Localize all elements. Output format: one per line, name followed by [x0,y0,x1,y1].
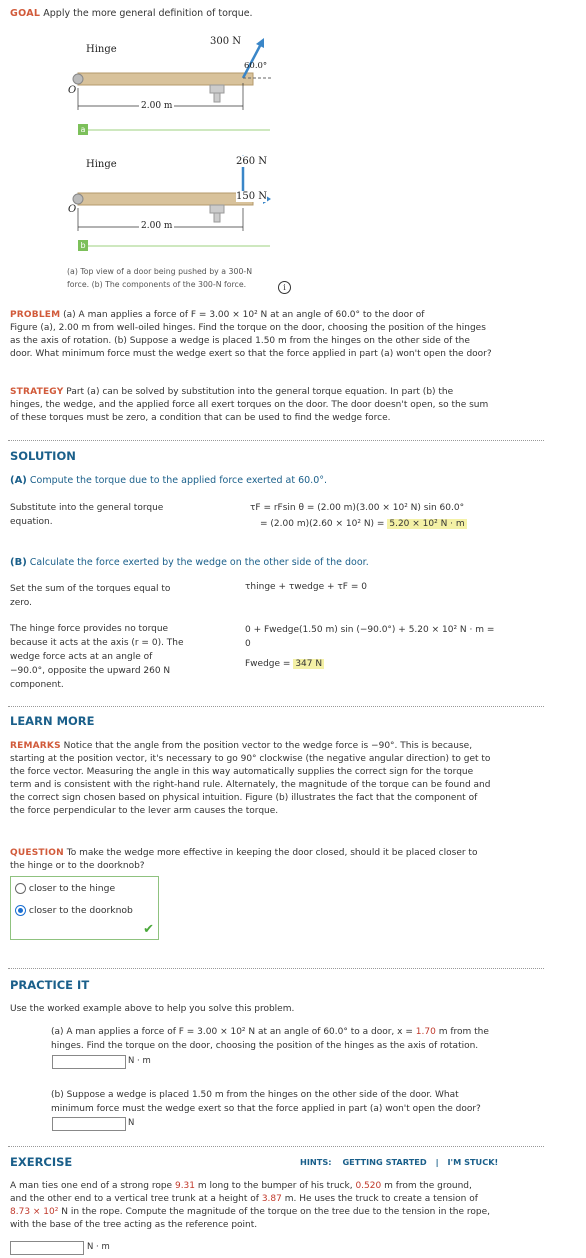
part-heading: Compute the torque due to the applied force exerted at 60.0°. [29,475,328,486]
problem-text: (a) A man applies a force of F = 3.00 × 10² N at an angle of 60.0° to the door of [63,310,425,320]
solution-text: zero. [10,598,32,608]
problem-label: PROBLEM [10,310,61,320]
answer-b-unit: N [128,1118,135,1128]
problem-text: as the axis of rotation. (b) Suppose a wedge is placed 1.50 m from the hinges on the other side of the [10,336,470,346]
exercise-answer-input[interactable] [10,1241,84,1255]
solution-b-eq3 [245,659,324,669]
hints-separator: | [435,1157,439,1167]
option-label: closer to the doorknob [28,905,133,916]
equation: = (2.00 m)(2.60 × 10² N) = [260,519,385,529]
answer-a-highlight: 5.20 × 10² N · m [389,519,465,529]
solution-a-eq2 [260,519,467,529]
solution-text: The hinge force provides no torque [10,624,169,634]
caption-line: force. (b) The components of the 300-N force. [67,280,247,289]
origin-label-a: O [68,85,77,96]
part-heading: Calculate the force exerted by the wedge on the other side of the door. [29,557,369,568]
hinge-a-pin [73,74,83,84]
solution-b-heading [10,557,369,568]
question-text: the hinge or to the doorknob? [10,861,145,871]
question-text: To make the wedge more effective in keeping the door closed, should it be placed closer to [66,848,478,858]
practice-text: hinges. Find the torque on the door, choosing the position of the hinges as the axis of rotation. [51,1041,479,1051]
value-highlight: 3.87 [261,1194,282,1204]
exercise-text-part: with the base of the tree acting as the reference point. [10,1220,258,1230]
value-highlight: 1.70 [415,1027,436,1037]
solution-text: equation. [10,517,53,527]
door-a [78,73,253,85]
remarks-block [10,740,542,818]
solution-text: −90.0°, opposite the upward 260 N [10,666,171,676]
force-label-b1: 260 N [236,156,268,167]
answer-a-input[interactable] [52,1055,126,1069]
solution-text: because it acts at the axis (r = 0). The [10,638,184,648]
part-label: (B) [10,557,27,568]
exercise-text-part: N in the rope. Compute the magnitude of the torque on the tree due to the tension in the rope, [61,1207,491,1217]
practice-b [51,1088,546,1116]
answer-b-input[interactable] [52,1117,126,1131]
remarks-label: REMARKS [10,741,61,751]
question-label: QUESTION [10,848,64,858]
solution-text: wedge force acts at an angle of [10,652,153,662]
question-block [10,847,542,873]
divider [8,1146,544,1147]
caption-line: (a) Top view of a door being pushed by a 300-N [67,267,253,276]
solution-a-eq1: τF = rFsin θ = (2.00 m)(3.00 × 10² N) sin 60.0° [250,503,465,513]
practice-a [51,1025,546,1053]
radio-selected[interactable] [15,905,26,916]
strategy-block [10,386,542,425]
solution-b-eq1: τhinge + τwedge + τF = 0 [245,582,367,592]
value-highlight: 8.73 × 10² [10,1207,59,1217]
answer-a-unit: N · m [128,1056,151,1066]
solution-text: Set the sum of the torques equal to [10,584,171,594]
solution-a-left [10,501,163,529]
hinge-label-b: Hinge [86,159,117,170]
value-highlight: 9.31 [174,1181,196,1191]
remarks-text: Notice that the angle from the position vector to the wedge force is −90°. This is because, [63,741,473,751]
wedge-a [210,85,224,102]
practice-text: minimum force must the wedge exert so that the force applied in part (a) won't open the door? [51,1104,481,1114]
remarks-text: the force vector. Measuring the angle in this way automatically supplies the correct sign for the torque [10,767,474,777]
question-options [10,876,159,940]
equation: Fwedge = [245,659,291,669]
divider [8,968,544,969]
practice-title: PRACTICE IT [10,978,90,992]
problem-text: door. What minimum force must the wedge exert so that the force applied in part (a) won't open the door? [10,349,492,359]
hints-label: HINTS: [300,1157,332,1167]
divider [8,440,544,441]
exercise-text-part: m long to the bumper of his truck, [197,1181,353,1191]
distance-label-a: 2.00 m [141,101,173,111]
remarks-text: the force perpendicular to the lever arm causes the torque. [10,806,279,816]
hinge-b-pin [73,194,83,204]
practice-intro: Use the worked example above to help you solve this problem. [10,1004,295,1014]
strategy-text: Part (a) can be solved by substitution into the general torque equation. In part (b) the [66,387,454,397]
hinge-label-a: Hinge [86,44,117,55]
figure-tag-b: b [78,240,88,251]
problem-text: Figure (a), 2.00 m from well-oiled hinges. Find the torque on the door, choosing the position of the hinges [10,323,486,333]
solution-b-eq2: 0 + Fwedge(1.50 m) sin (−90.0°) + 5.20 × 10² N · m = [245,625,495,635]
remarks-text: starting at the position vector, it's necessary to go 90° clockwise (the negative angular direction) to get to [10,754,491,764]
exercise-text-part: m. He uses the truck to create a tension of [284,1194,478,1204]
distance-label-b: 2.00 m [141,221,173,231]
value-highlight: 0.520 [355,1181,382,1191]
getting-started-link[interactable]: GETTING STARTED [342,1157,427,1167]
origin-label-b: O [68,204,77,215]
goal-text: Apply the more general definition of torque. [43,8,253,19]
option-closer-doorknob[interactable] [15,905,133,916]
option-label: closer to the hinge [28,883,116,894]
checkmark-icon: ✔ [143,922,154,937]
door-b [78,193,253,205]
remarks-text: term and is consistent with the right-hand rule. Alternately, the magnitude of the torque can be found and [10,780,491,790]
learn-more-title: LEARN MORE [10,714,95,728]
exercise-answer-unit: N · m [87,1242,110,1252]
goal-label: GOAL [10,8,41,19]
practice-text: (a) A man applies a force of F = 3.00 × 10² N at an angle of 60.0° to a door, x = [51,1027,413,1037]
solution-b-left-1 [10,582,210,610]
exercise-text [10,1180,542,1232]
exercise-text-part: A man ties one end of a strong rope [10,1181,173,1191]
wedge-b [210,205,224,222]
answer-b-highlight: 347 N [295,659,323,669]
im-stuck-link[interactable]: I'M STUCK! [447,1157,499,1167]
solution-title: SOLUTION [10,449,76,463]
exercise-text-part: m from the ground, [384,1181,472,1191]
divider [8,706,544,707]
solution-b-left-2 [10,622,220,692]
angle-label-a: 60.0° [244,61,268,71]
figure-tag-a: a [78,124,88,135]
strategy-text: hinges, the wedge, and the applied force all exert torques on the door. The door doesn't open, so the sum [10,400,489,410]
solution-text: component. [10,680,64,690]
door-figure [40,28,290,268]
force-label-b2: 150 N [236,191,268,202]
info-icon[interactable]: i [278,281,291,294]
exercise-title: EXERCISE [10,1155,73,1169]
strategy-text: of these torques must be zero, a condition that can be used to find the wedge force. [10,413,391,423]
practice-text: (b) Suppose a wedge is placed 1.50 m from the hinges on the other side of the door. What [51,1090,459,1100]
option-closer-hinge[interactable] [15,883,115,894]
exercise-text-part: and the other end to a vertical tree trunk at a height of [10,1194,259,1204]
problem-block [10,309,542,361]
solution-text: Substitute into the general torque [10,503,164,513]
practice-text: m from the [438,1027,489,1037]
remarks-text: the correct sign chosen based on physical intuition. Figure (b) illustrates the fact that the component of [10,793,478,803]
strategy-label: STRATEGY [10,387,64,397]
part-label: (A) [10,475,27,486]
solution-a-heading [10,475,327,486]
solution-b-eq2-cont: 0 [245,639,251,649]
goal-line [10,8,253,19]
radio-unselected[interactable] [15,883,26,894]
hints-bar [300,1157,498,1168]
force-label-a: 300 N [210,36,242,47]
